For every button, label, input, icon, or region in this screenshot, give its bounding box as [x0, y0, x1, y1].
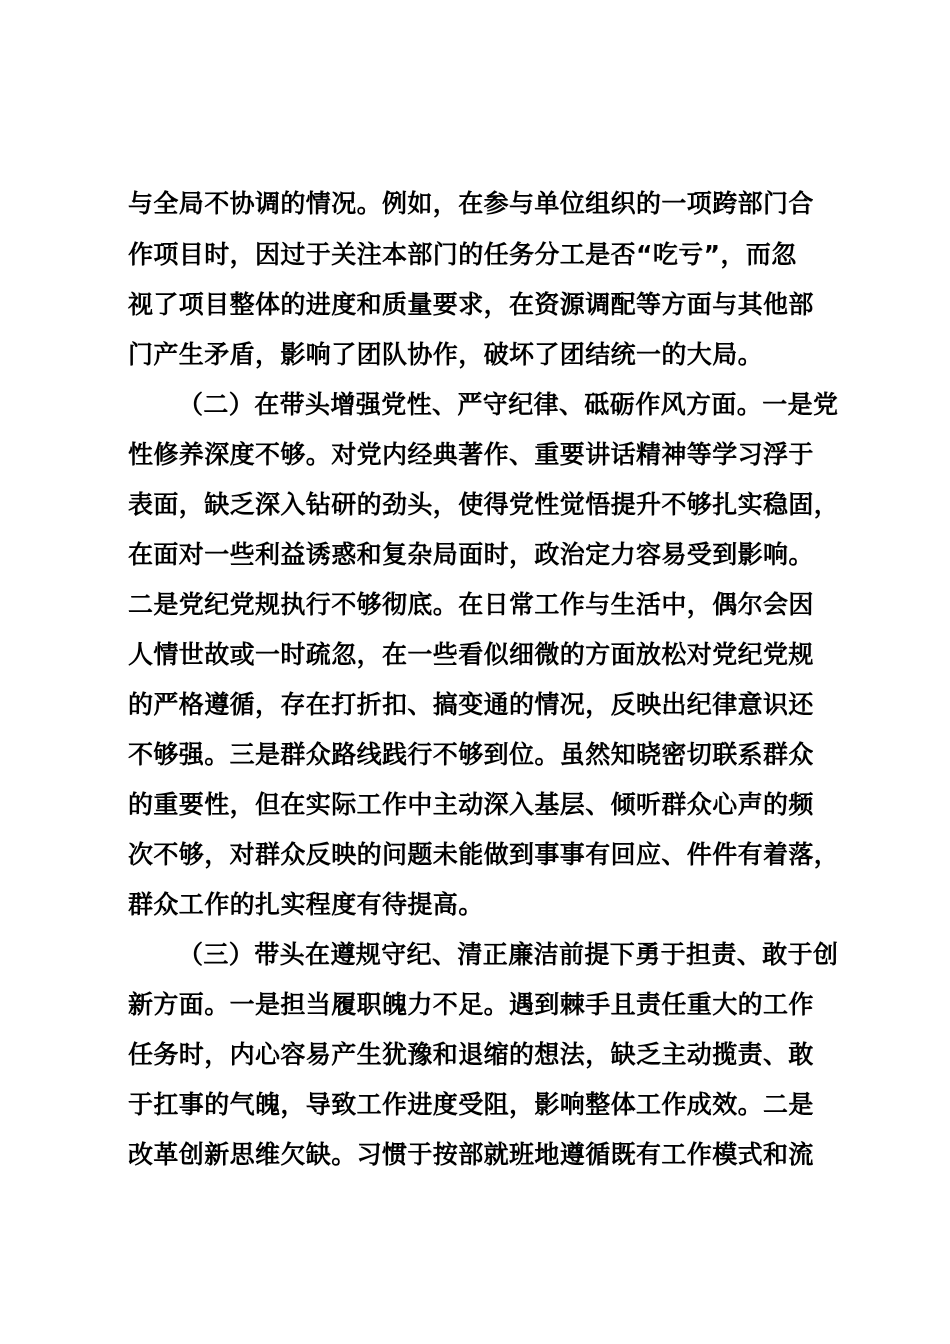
- text-line-17: 新方面。一是担当履职魄力不足。遇到棘手且责任重大的工作: [128, 990, 814, 1019]
- text-line-18: 任务时，内心容易产生犹豫和退缩的想法，缺乏主动揽责、敢: [128, 1040, 814, 1069]
- text-line-20: 改革创新思维欠缺。习惯于按部就班地遵循既有工作模式和流: [128, 1140, 814, 1169]
- text-line-5: （二）在带头增强党性、严守纪律、砥砺作风方面。一是党: [178, 390, 839, 419]
- text-line-3: 视了项目整体的进度和质量要求，在资源调配等方面与其他部: [128, 290, 814, 319]
- text-line-6: 性修养深度不够。对党内经典著作、重要讲话精神等学习浮于: [128, 440, 814, 469]
- text-line-14: 次不够，对群众反映的问题未能做到事事有回应、件件有着落，: [128, 840, 840, 869]
- text-line-8: 在面对一些利益诱惑和复杂局面时，政治定力容易受到影响。: [128, 540, 814, 569]
- text-line-15: 群众工作的扎实程度有待提高。: [128, 890, 484, 919]
- text-line-9: 二是党纪党规执行不够彻底。在日常工作与生活中，偶尔会因: [128, 590, 814, 619]
- text-line-4: 门产生矛盾，影响了团队协作，破坏了团结统一的大局。: [128, 340, 764, 369]
- text-line-19: 于扛事的气魄，导致工作进度受阻，影响整体工作成效。二是: [128, 1090, 814, 1119]
- text-line-13: 的重要性，但在实际工作中主动深入基层、倾听群众心声的频: [128, 790, 814, 819]
- text-line-12: 不够强。三是群众路线践行不够到位。虽然知晓密切联系群众: [128, 740, 814, 769]
- text-line-7: 表面，缺乏深入钻研的劲头，使得党性觉悟提升不够扎实稳固，: [128, 490, 840, 519]
- text-line-10: 人情世故或一时疏忽，在一些看似细微的方面放松对党纪党规: [128, 640, 814, 669]
- text-line-1: 与全局不协调的情况。例如，在参与单位组织的一项跨部门合: [128, 189, 814, 218]
- text-line-11: 的严格遵循，存在打折扣、搞变通的情况，反映出纪律意识还: [128, 690, 814, 719]
- text-line-2: 作项目时，因过于关注本部门的任务分工是否“吃亏”，而忽: [128, 240, 797, 269]
- text-line-16: （三）带头在遵规守纪、清正廉洁前提下勇于担责、敢于创: [178, 940, 839, 969]
